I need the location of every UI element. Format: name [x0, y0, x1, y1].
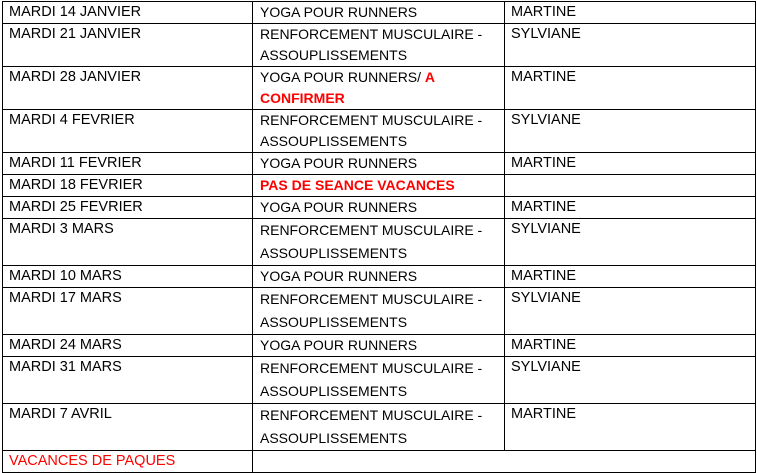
holiday-label: VACANCES DE PAQUES — [3, 451, 253, 473]
session-date: MARDI 3 MARS — [3, 219, 253, 266]
activity-text: RENFORCEMENT MUSCULAIRE - ASSOUPLISSEMENTS — [260, 360, 483, 399]
session-activity — [253, 153, 505, 175]
session-activity — [253, 24, 505, 67]
session-instructor: SYLVIANE — [505, 110, 756, 153]
session-date: MARDI 25 FEVRIER — [3, 197, 253, 219]
table-row — [3, 153, 756, 175]
session-date: MARDI 11 FEVRIER — [3, 153, 253, 175]
activity-text: RENFORCEMENT MUSCULAIRE - ASSOUPLISSEMENTS — [260, 222, 483, 261]
activity-text: YOGA POUR RUNNERS — [260, 155, 418, 171]
table-row — [3, 288, 756, 335]
session-date: MARDI 28 JANVIER — [3, 67, 253, 110]
session-date: MARDI 17 MARS — [3, 288, 253, 335]
table-row — [3, 404, 756, 451]
activity-text: YOGA POUR RUNNERS — [260, 199, 418, 215]
session-date: MARDI 18 FEVRIER — [3, 175, 253, 197]
session-activity — [253, 288, 505, 335]
activity-text: YOGA POUR RUNNERS — [260, 268, 418, 284]
table-row — [3, 24, 756, 67]
session-activity — [253, 357, 505, 404]
session-instructor — [505, 175, 756, 197]
session-activity — [253, 67, 505, 110]
session-date: MARDI 4 FEVRIER — [3, 110, 253, 153]
activity-text: RENFORCEMENT MUSCULAIRE - ASSOUPLISSEMENTS — [260, 112, 483, 149]
session-instructor: SYLVIANE — [505, 288, 756, 335]
session-date: MARDI 7 AVRIL — [3, 404, 253, 451]
session-activity — [253, 175, 505, 197]
session-instructor: MARTINE — [505, 266, 756, 288]
session-instructor: SYLVIANE — [505, 24, 756, 67]
table-row — [3, 219, 756, 266]
activity-text: RENFORCEMENT MUSCULAIRE - ASSOUPLISSEMENTS — [260, 26, 483, 63]
session-date: MARDI 24 MARS — [3, 335, 253, 357]
session-instructor: SYLVIANE — [505, 219, 756, 266]
session-instructor: MARTINE — [505, 404, 756, 451]
session-activity — [253, 404, 505, 451]
session-activity — [253, 219, 505, 266]
schedule-body — [3, 2, 756, 473]
session-activity — [253, 110, 505, 153]
table-row — [3, 357, 756, 404]
session-activity — [253, 197, 505, 219]
schedule-table — [2, 1, 756, 473]
session-instructor: MARTINE — [505, 2, 756, 24]
session-instructor: MARTINE — [505, 197, 756, 219]
table-row — [3, 175, 756, 197]
table-row — [3, 2, 756, 24]
session-instructor: MARTINE — [505, 335, 756, 357]
activity-text: RENFORCEMENT MUSCULAIRE - ASSOUPLISSEMENTS — [260, 291, 483, 330]
session-instructor: MARTINE — [505, 67, 756, 110]
session-instructor: SYLVIANE — [505, 357, 756, 404]
activity-alert: A CONFIRMER — [260, 69, 435, 106]
session-date: MARDI 14 JANVIER — [3, 2, 253, 24]
activity-text: YOGA POUR RUNNERS — [260, 337, 418, 353]
session-activity — [253, 266, 505, 288]
table-row — [3, 335, 756, 357]
table-row — [3, 110, 756, 153]
table-row — [3, 197, 756, 219]
table-row — [3, 266, 756, 288]
footer-row — [3, 451, 756, 473]
table-row — [3, 67, 756, 110]
session-date: MARDI 31 MARS — [3, 357, 253, 404]
session-activity — [253, 2, 505, 24]
activity-alert: PAS DE SEANCE VACANCES — [260, 177, 455, 193]
activity-text: YOGA POUR RUNNERS/ — [260, 69, 425, 85]
session-date: MARDI 21 JANVIER — [3, 24, 253, 67]
activity-text: RENFORCEMENT MUSCULAIRE - ASSOUPLISSEMENTS — [260, 407, 483, 446]
activity-text: YOGA POUR RUNNERS — [260, 4, 418, 20]
session-activity — [253, 335, 505, 357]
session-instructor: MARTINE — [505, 153, 756, 175]
footer-empty-cell — [253, 451, 756, 473]
session-date: MARDI 10 MARS — [3, 266, 253, 288]
